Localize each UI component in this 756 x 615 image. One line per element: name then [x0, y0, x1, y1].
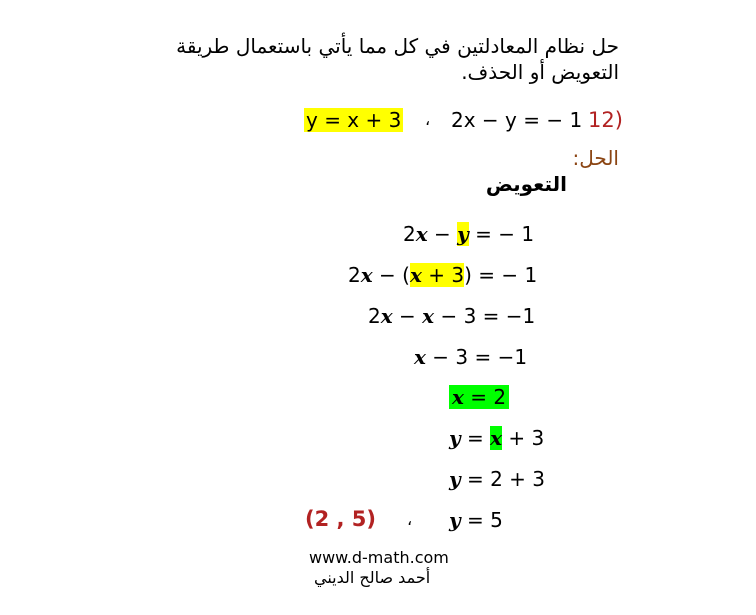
step-5: x = 2: [449, 385, 509, 409]
equation-separator: ،: [425, 110, 431, 129]
step-6: y = x + 3: [449, 426, 545, 450]
step-7: y = 2 + 3: [449, 467, 546, 491]
solution-label: الحل:: [572, 146, 619, 170]
step-4: x − 3 = −1: [414, 345, 528, 369]
footer-website: www.d-math.com: [309, 548, 449, 567]
instruction-line-2: التعويض أو الحذف.: [461, 60, 619, 84]
equation-2: y = x + 3: [306, 108, 402, 132]
final-answer: (2 , 5): [305, 507, 377, 531]
step-1: 2x − y = − 1: [403, 222, 535, 246]
problem-number: 12): [588, 108, 623, 132]
equation-1: 2x − y = − 1: [451, 108, 583, 132]
instruction-line-1: حل نظام المعادلتين في كل مما يأتي باستعمال طريقة: [176, 34, 619, 58]
step-2: 2x − (x + 3) = − 1: [348, 263, 538, 287]
method-heading: التعويض: [485, 172, 567, 196]
answer-separator: ،: [407, 510, 413, 529]
footer-author: أحمد صالح الديني: [314, 568, 431, 587]
step-3: 2x − x − 3 = −1: [368, 304, 536, 328]
step-8: y = 5: [449, 508, 503, 532]
